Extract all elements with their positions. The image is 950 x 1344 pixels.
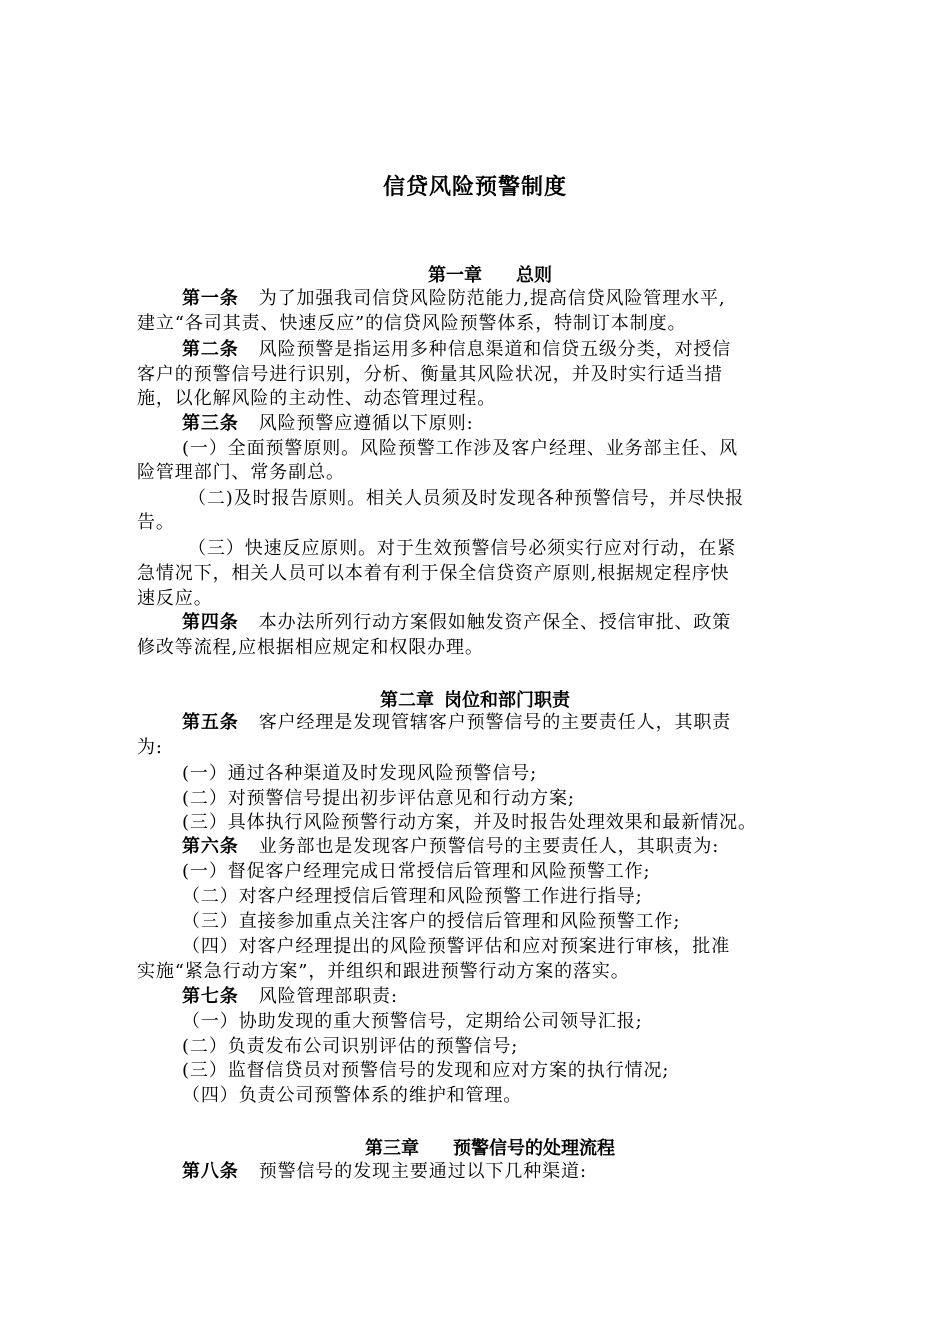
article-label: 第八条 xyxy=(182,1161,239,1182)
article-5-item-1: (一）通过各种渠道及时发现风险预警信号; xyxy=(182,763,538,784)
article-4-line-2: 修改等流程,应根据相应规定和权限办理。 xyxy=(137,637,484,658)
article-3-principle-2b: 告。 xyxy=(137,512,175,533)
article-3-principle-2a: （二)及时报告原则。相关人员须及时发现各种预警信号，并尽快报 xyxy=(188,488,745,509)
article-5-line-2: 为: xyxy=(137,737,163,758)
article-7-item-3: (三）监督信贷员对预警信号的发现和应对方案的执行情况; xyxy=(182,1060,670,1081)
article-6-item-2: （二）对客户经理授信后管理和风险预警工作进行指导; xyxy=(182,886,643,907)
article-text: 风险预警是指运用多种信息渠道和信贷五级分类，对授信 xyxy=(258,339,732,360)
article-text: 客户经理是发现管辖客户预警信号的主要责任人，其职责 xyxy=(258,712,732,733)
article-3-principle-1b: 险管理部门、常务副总。 xyxy=(137,462,345,483)
article-label: 第三条 xyxy=(182,413,239,434)
article-label: 第四条 xyxy=(182,612,239,633)
article-7-item-4: （四）负责公司预警体系的维护和管理。 xyxy=(182,1085,523,1106)
article-8-line-1 xyxy=(182,1160,902,1184)
article-3-principle-1a: (一）全面预警原则。风险预警工作涉及客户经理、业务部主任、风 xyxy=(182,438,739,459)
article-3-line-1 xyxy=(182,412,902,436)
article-3-principle-3b: 急情况下，相关人员可以本着有利于保全信贷资产原则,根据规定程序快 xyxy=(137,563,730,584)
article-6-item-3: （三）直接参加重点关注客户的授信后管理和风险预警工作; xyxy=(182,911,681,932)
chapter-title: 预警信号的处理流程 xyxy=(453,1138,615,1159)
article-2-line-1 xyxy=(182,338,902,362)
article-text: 风险管理部职责: xyxy=(258,986,398,1007)
article-4-line-1 xyxy=(182,611,902,635)
article-text: 业务部也是发现客户预警信号的主要责任人，其职责为: xyxy=(258,836,720,857)
article-6-item-4a: （四）对客户经理提出的风险预警评估和应对预案进行审核，批准 xyxy=(182,936,731,957)
article-text: 为了加强我司信贷风险防范能力,提高信贷风险管理水平, xyxy=(258,288,726,309)
article-text: 本办法所列行动方案假如触发资产保全、授信审批、政策 xyxy=(258,612,732,633)
article-label: 第二条 xyxy=(182,339,239,360)
chapter-3-heading xyxy=(0,1134,950,1160)
article-2-line-3: 施，以化解风险的主动性、动态管理过程。 xyxy=(137,388,497,409)
article-text: 风险预警应遵循以下原则: xyxy=(258,413,474,434)
chapter-number: 第一章 xyxy=(428,265,482,286)
chapter-1-heading xyxy=(0,261,950,287)
article-1-line-2: 建立“各司其责、快速反应”的信贷风险预警体系，特制订本制度。 xyxy=(137,313,687,334)
article-label: 第一条 xyxy=(182,288,239,309)
article-6-line-1 xyxy=(182,835,902,859)
article-label: 第七条 xyxy=(182,986,239,1007)
chapter-title: 总则 xyxy=(516,265,552,286)
chapter-number: 第二章 xyxy=(380,690,434,711)
chapter-number: 第三章 xyxy=(365,1138,419,1159)
article-6-item-1: (一）督促客户经理完成日常授信后管理和风险预警工作; xyxy=(182,861,651,882)
article-1-line-1 xyxy=(182,287,902,311)
article-5-line-1 xyxy=(182,711,902,735)
article-7-item-2: (二）负责发布公司识别评估的预警信号; xyxy=(182,1036,519,1057)
document-title: 信贷风险预警制度 xyxy=(382,175,567,200)
article-label: 第五条 xyxy=(182,712,239,733)
article-text: 预警信号的发现主要通过以下几种渠道: xyxy=(258,1161,587,1182)
article-3-principle-3c: 速反应。 xyxy=(137,588,213,609)
chapter-title: 岗位和部门职责 xyxy=(444,690,570,711)
article-6-item-4b: 实施“紧急行动方案”，并组织和跟进预警行动方案的落实。 xyxy=(137,961,630,982)
article-5-item-2: (二）对预警信号提出初步评估意见和行动方案; xyxy=(182,788,575,809)
article-label: 第六条 xyxy=(182,836,239,857)
chapter-2-heading xyxy=(0,686,950,712)
article-7-line-1 xyxy=(182,985,902,1009)
article-2-line-2: 客户的预警信号进行识别，分析、衡量其风险状况，并及时实行适当措 xyxy=(137,364,723,385)
article-5-item-3: (三）具体执行风险预警行动方案，并及时报告处理效果和最新情况。 xyxy=(182,812,757,833)
article-3-principle-3a: （三）快速反应原则。对于生效预警信号必须实行应对行动，在紧 xyxy=(188,538,737,559)
article-7-item-1: （一）协助发现的重大预警信号，定期给公司领导汇报; xyxy=(182,1011,643,1032)
